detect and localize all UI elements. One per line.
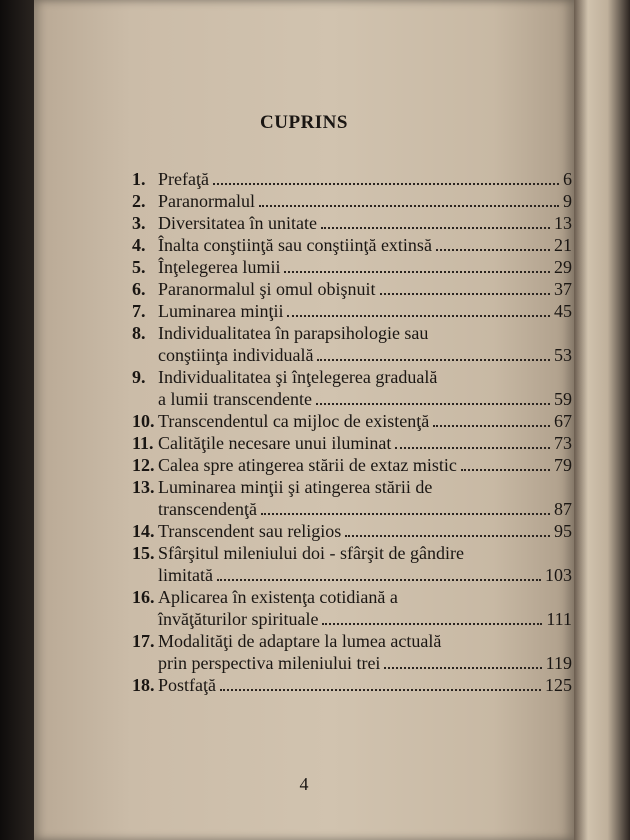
toc-leader-dots bbox=[287, 313, 550, 317]
toc-entry-title: conştiinţa individuală bbox=[158, 345, 314, 365]
toc-entry bbox=[132, 366, 572, 388]
toc-entry-page: 21 bbox=[554, 235, 572, 255]
toc-leader-dots bbox=[217, 577, 541, 581]
toc-entry bbox=[132, 322, 572, 344]
toc-leader-dots bbox=[213, 181, 559, 185]
toc-entry-number: 13. bbox=[132, 477, 155, 497]
toc-entry-title: Calităţile necesare unui iluminat bbox=[158, 433, 392, 453]
toc-entry-page: 13 bbox=[554, 213, 572, 233]
toc-entry bbox=[132, 564, 572, 586]
toc-entry bbox=[132, 476, 572, 498]
toc-entry-title: Luminarea minţii şi atingerea stării de bbox=[158, 477, 433, 497]
toc-entry-page: 9 bbox=[563, 191, 572, 211]
toc-entry-page: 59 bbox=[554, 389, 572, 409]
toc-entry-page: 119 bbox=[545, 653, 572, 673]
toc-entry-title: Paranormalul şi omul obişnuit bbox=[158, 279, 376, 299]
toc-entry-number: 3. bbox=[132, 213, 146, 233]
book-page-edge bbox=[574, 0, 630, 840]
toc-leader-dots bbox=[284, 269, 550, 273]
toc-entry bbox=[132, 520, 572, 542]
toc-entry bbox=[132, 190, 572, 212]
toc-entry-title: Diversitatea în unitate bbox=[158, 213, 317, 233]
toc-entry-title: Înţelegerea lumii bbox=[158, 257, 281, 277]
toc-entry-title: Postfaţă bbox=[158, 675, 216, 695]
toc-entry-title: Individualitatea în parapsihologie sau bbox=[158, 323, 429, 343]
toc-leader-dots bbox=[322, 621, 542, 625]
toc-entry-number: 4. bbox=[132, 235, 146, 255]
toc-entry-title: Paranormalul bbox=[158, 191, 255, 211]
toc-entry-page: 6 bbox=[563, 169, 572, 189]
toc-entry bbox=[132, 388, 572, 410]
toc-entry-number: 15. bbox=[132, 543, 155, 563]
toc-entry-title: Transcendent sau religios bbox=[158, 521, 342, 541]
toc-entry-number: 1. bbox=[132, 169, 146, 189]
toc-leader-dots bbox=[461, 467, 550, 471]
toc-entry bbox=[132, 432, 572, 454]
toc-entry-page: 87 bbox=[554, 499, 572, 519]
toc-entry-title: Individualitatea şi înţelegerea graduală bbox=[158, 367, 438, 387]
toc-leader-dots bbox=[436, 247, 550, 251]
toc-entry-number: 8. bbox=[132, 323, 146, 343]
page-number: 4 bbox=[299, 774, 309, 794]
toc-entry-title: Prefaţă bbox=[158, 169, 209, 189]
toc-entry bbox=[132, 630, 572, 652]
toc-entry-number: 7. bbox=[132, 301, 146, 321]
toc-entry bbox=[132, 278, 572, 300]
toc-entry bbox=[132, 608, 572, 630]
toc-entry-title: a lumii transcendente bbox=[158, 389, 312, 409]
book-spine-shadow bbox=[0, 0, 34, 840]
toc-entry-page: 67 bbox=[554, 411, 572, 431]
toc-leader-dots bbox=[220, 687, 541, 691]
toc-entry bbox=[132, 344, 572, 366]
toc-entry-title: Înalta conştiinţă sau conştiinţă extinsă bbox=[158, 235, 432, 255]
toc-entry bbox=[132, 454, 572, 476]
toc-leader-dots bbox=[395, 445, 550, 449]
toc-entry-title: Transcendentul ca mijloc de existenţă bbox=[158, 411, 430, 431]
toc-entry bbox=[132, 168, 572, 190]
toc-entry-title: limitată bbox=[158, 565, 213, 585]
toc-leader-dots bbox=[316, 401, 550, 405]
toc-entry-title: prin perspectiva mileniului trei bbox=[158, 653, 381, 673]
toc-leader-dots bbox=[380, 291, 550, 295]
toc-entry-number: 5. bbox=[132, 257, 146, 277]
toc-entry bbox=[132, 498, 572, 520]
toc-entry bbox=[132, 674, 572, 696]
toc-leader-dots bbox=[261, 511, 550, 515]
toc-entry-page: 103 bbox=[545, 565, 572, 585]
toc-entry-page: 125 bbox=[545, 675, 572, 695]
toc-entry bbox=[132, 542, 572, 564]
toc-entry-title: Modalităţi de adaptare la lumea actuală bbox=[158, 631, 442, 651]
toc-leader-dots bbox=[384, 665, 542, 669]
toc-entry-number: 6. bbox=[132, 279, 146, 299]
toc-entry bbox=[132, 300, 572, 322]
toc-entry-page: 111 bbox=[546, 609, 572, 629]
toc-leader-dots bbox=[321, 225, 550, 229]
toc-entry-title: Aplicarea în existenţa cotidiană a bbox=[158, 587, 398, 607]
toc-entry-number: 2. bbox=[132, 191, 146, 211]
toc-entry bbox=[132, 652, 572, 674]
toc-entry-page: 53 bbox=[554, 345, 572, 365]
toc-entry bbox=[132, 212, 572, 234]
toc-entry-number: 11. bbox=[132, 433, 154, 453]
toc-entry-title: transcendenţă bbox=[158, 499, 257, 519]
toc-entry bbox=[132, 410, 572, 432]
toc-entry bbox=[132, 256, 572, 278]
toc-entry-number: 17. bbox=[132, 631, 155, 651]
toc-entry-page: 95 bbox=[554, 521, 572, 541]
toc-leader-dots bbox=[345, 533, 550, 537]
toc-entry-number: 18. bbox=[132, 675, 155, 695]
toc-entry-page: 45 bbox=[554, 301, 572, 321]
toc-entry bbox=[132, 586, 572, 608]
toc-entry-title: Calea spre atingerea stării de extaz mistic bbox=[158, 455, 457, 475]
toc-entry-page: 73 bbox=[554, 433, 572, 453]
toc-entry-number: 10. bbox=[132, 411, 155, 431]
table-of-contents bbox=[132, 168, 572, 696]
toc-entry-page: 37 bbox=[554, 279, 572, 299]
toc-entry-number: 16. bbox=[132, 587, 155, 607]
toc-entry bbox=[132, 234, 572, 256]
toc-entry-title: Sfârşitul mileniului doi - sfârşit de gândire bbox=[158, 543, 464, 563]
toc-leader-dots bbox=[317, 357, 550, 361]
toc-entry-page: 29 bbox=[554, 257, 572, 277]
toc-entry-number: 9. bbox=[132, 367, 146, 387]
toc-leader-dots bbox=[433, 423, 550, 427]
page-title: CUPRINS bbox=[260, 112, 348, 133]
book-page bbox=[34, 0, 574, 840]
toc-leader-dots bbox=[259, 203, 559, 207]
toc-entry-number: 12. bbox=[132, 455, 155, 475]
toc-entry-page: 79 bbox=[554, 455, 572, 475]
toc-entry-title: învăţăturilor spirituale bbox=[158, 609, 319, 629]
toc-entry-number: 14. bbox=[132, 521, 155, 541]
toc-entry-title: Luminarea minţii bbox=[158, 301, 284, 321]
